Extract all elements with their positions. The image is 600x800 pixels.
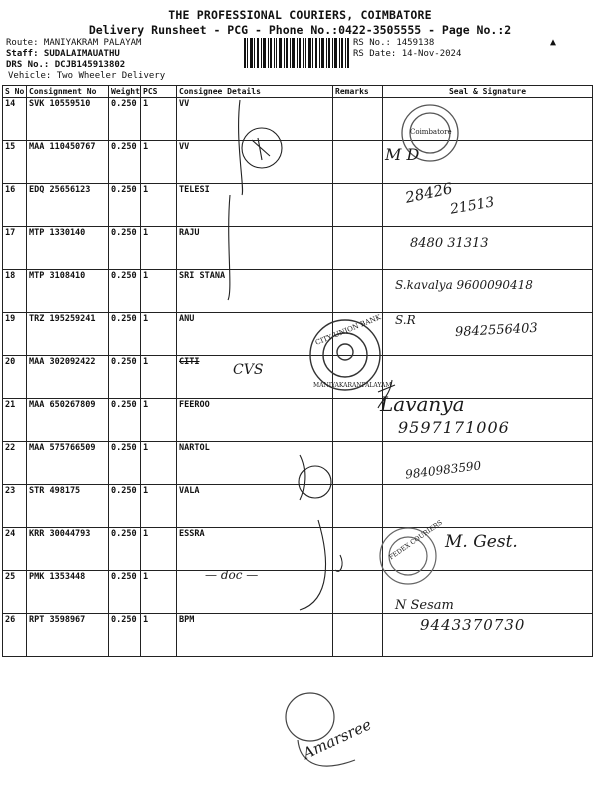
cell-consignee: TELESI (177, 184, 333, 227)
col-header-remarks: Remarks (333, 86, 383, 98)
runsheet-meta-right (353, 38, 461, 60)
table-row (3, 141, 593, 184)
cell-pcs: 1 (141, 98, 177, 141)
cell-sno: 21 (3, 399, 27, 442)
table-header-row (3, 86, 593, 98)
cell-sno: 22 (3, 442, 27, 485)
table-row (3, 356, 593, 399)
cell-weight: 0.250 (109, 270, 141, 313)
cell-weight: 0.250 (109, 141, 141, 184)
drs-number: DRS No.: DCJB145913802 (6, 60, 126, 70)
cell-consignment: SVK 10559510 (27, 98, 109, 141)
corner-mark: ▲ (549, 37, 556, 48)
cell-sno: 23 (3, 485, 27, 528)
cell-sno: 20 (3, 356, 27, 399)
cell-pcs: 1 (141, 528, 177, 571)
handwriting-row26a: N Sesam (395, 598, 454, 613)
cell-consignee: SRI STANA (177, 270, 333, 313)
cell-remarks (333, 528, 383, 571)
cell-sno: 25 (3, 571, 27, 614)
cell-remarks (333, 141, 383, 184)
handwriting-row25: — doc — (205, 568, 259, 582)
cell-sno: 24 (3, 528, 27, 571)
cell-remarks (333, 442, 383, 485)
cell-sno: 26 (3, 614, 27, 657)
cell-consignee: FEEROO (177, 399, 333, 442)
cell-consignment: STR 498175 (27, 485, 109, 528)
cell-remarks (333, 184, 383, 227)
handwriting-row22: 9840983590 (404, 458, 482, 482)
col-header-seal: Seal & Signature (383, 86, 593, 98)
table-row (3, 227, 593, 270)
stamp-text-courier: FEDEX COURIERS (387, 518, 444, 562)
handwriting-row19a: S.R (395, 313, 416, 327)
handwriting-row16b: 21513 (448, 194, 496, 218)
cell-weight: 0.250 (109, 313, 141, 356)
rs-date: RS Date: 14-Nov-2024 (353, 49, 462, 59)
cell-weight: 0.250 (109, 571, 141, 614)
cell-remarks (333, 270, 383, 313)
cell-weight: 0.250 (109, 227, 141, 270)
cell-consignment: MAA 650267809 (27, 399, 109, 442)
cell-weight: 0.250 (109, 356, 141, 399)
handwriting-row15: M D (385, 145, 420, 164)
cell-consignment: TRZ 195259241 (27, 313, 109, 356)
cell-consignee: NARTOL (177, 442, 333, 485)
cell-remarks (333, 98, 383, 141)
cell-sno: 16 (3, 184, 27, 227)
cell-consignment: MAA 302092422 (27, 356, 109, 399)
runsheet-meta-left (6, 38, 141, 71)
cell-pcs: 1 (141, 227, 177, 270)
route-text: Route: MANIYAKRAM PALAYAM (6, 38, 142, 48)
runsheet-title: THE PROFESSIONAL COURIERS, COIMBATORE (168, 8, 432, 22)
stamp-text-company: Coimbatore (410, 128, 452, 136)
cell-weight: 0.250 (109, 614, 141, 657)
runsheet-subtitle: Delivery Runsheet - PCG - Phone No.:0422-3505555 - Page No.:2 (88, 23, 512, 37)
cell-remarks (333, 399, 383, 442)
cell-consignment: KRR 30044793 (27, 528, 109, 571)
stamp-text-bank: CITY UNION BANK (314, 313, 383, 347)
cell-consignee: RAJU (177, 227, 333, 270)
cell-sno: 14 (3, 98, 27, 141)
cell-pcs: 1 (141, 270, 177, 313)
cell-consignment: EDQ 25656123 (27, 184, 109, 227)
cell-consignee: BPM (177, 614, 333, 657)
cell-pcs: 1 (141, 614, 177, 657)
cell-pcs: 1 (141, 485, 177, 528)
cell-weight: 0.250 (109, 442, 141, 485)
cell-consignee: ESSRA (177, 528, 333, 571)
cell-consignment: MAA 110450767 (27, 141, 109, 184)
table-row (3, 184, 593, 227)
cell-pcs: 1 (141, 442, 177, 485)
cell-consignment: PMK 1353448 (27, 571, 109, 614)
cell-consignment: MAA 575766509 (27, 442, 109, 485)
cell-pcs: 1 (141, 313, 177, 356)
cell-pcs: 1 (141, 141, 177, 184)
handwriting-bottom: Amarsree (299, 715, 375, 763)
cell-consignee: VALA (177, 485, 333, 528)
barcode (244, 38, 349, 68)
cell-weight: 0.250 (109, 528, 141, 571)
col-header-weight: Weight (109, 86, 141, 98)
handwriting-row19b: 9842556403 (454, 320, 539, 341)
vehicle-text: Vehicle: Two Wheeler Delivery (8, 71, 166, 81)
col-header-consignee: Consignee Details (177, 86, 333, 98)
cell-pcs: 1 (141, 399, 177, 442)
handwriting-row24: M. Gest. (445, 532, 518, 552)
col-header-sno: S No (3, 86, 27, 98)
cell-consignee: VV (177, 98, 333, 141)
cell-consignment: MTP 3108410 (27, 270, 109, 313)
cell-remarks (333, 227, 383, 270)
col-header-pcs: PCS (141, 86, 177, 98)
cell-consignment: RPT 3598967 (27, 614, 109, 657)
cell-remarks (333, 571, 383, 614)
table-row (3, 442, 593, 485)
cell-sno: 19 (3, 313, 27, 356)
handwriting-row26b: 9443370730 (420, 616, 526, 634)
cell-weight: 0.250 (109, 399, 141, 442)
col-header-consignment: Consignment No (27, 86, 109, 98)
table-row (3, 571, 593, 614)
cell-sno: 15 (3, 141, 27, 184)
handwriting-row21b: 9597171006 (398, 418, 510, 437)
table-row (3, 98, 593, 141)
cell-weight: 0.250 (109, 485, 141, 528)
handwriting-row20: CVS (233, 362, 264, 378)
rs-number: RS No.: 1459138 (353, 38, 435, 48)
staff-text: Staff: SUDALAIMAUATHU (6, 49, 120, 59)
cell-remarks (333, 485, 383, 528)
cell-seal (383, 485, 593, 528)
cell-consignee: VV (177, 141, 333, 184)
cell-weight: 0.250 (109, 98, 141, 141)
table-row (3, 485, 593, 528)
handwriting-row16a: 28426 (403, 179, 455, 207)
handwriting-row17: 8480 31313 (410, 236, 489, 251)
handwriting-row21a: Lavanya (380, 392, 465, 416)
cell-remarks (333, 356, 383, 399)
cell-remarks (333, 614, 383, 657)
cell-pcs: 1 (141, 356, 177, 399)
handwriting-row18: S.kavalya 9600090418 (395, 278, 533, 292)
stamp-text-bank-branch: MANIYAKARANPALAYAM (313, 382, 392, 389)
runsheet-table (2, 85, 593, 657)
cell-consignee: ANU (177, 313, 333, 356)
cell-sno: 18 (3, 270, 27, 313)
cell-consignment: MTP 1330140 (27, 227, 109, 270)
cell-sno: 17 (3, 227, 27, 270)
cell-pcs: 1 (141, 184, 177, 227)
cell-consignee: CITI (177, 356, 333, 399)
cell-weight: 0.250 (109, 184, 141, 227)
cell-pcs: 1 (141, 571, 177, 614)
